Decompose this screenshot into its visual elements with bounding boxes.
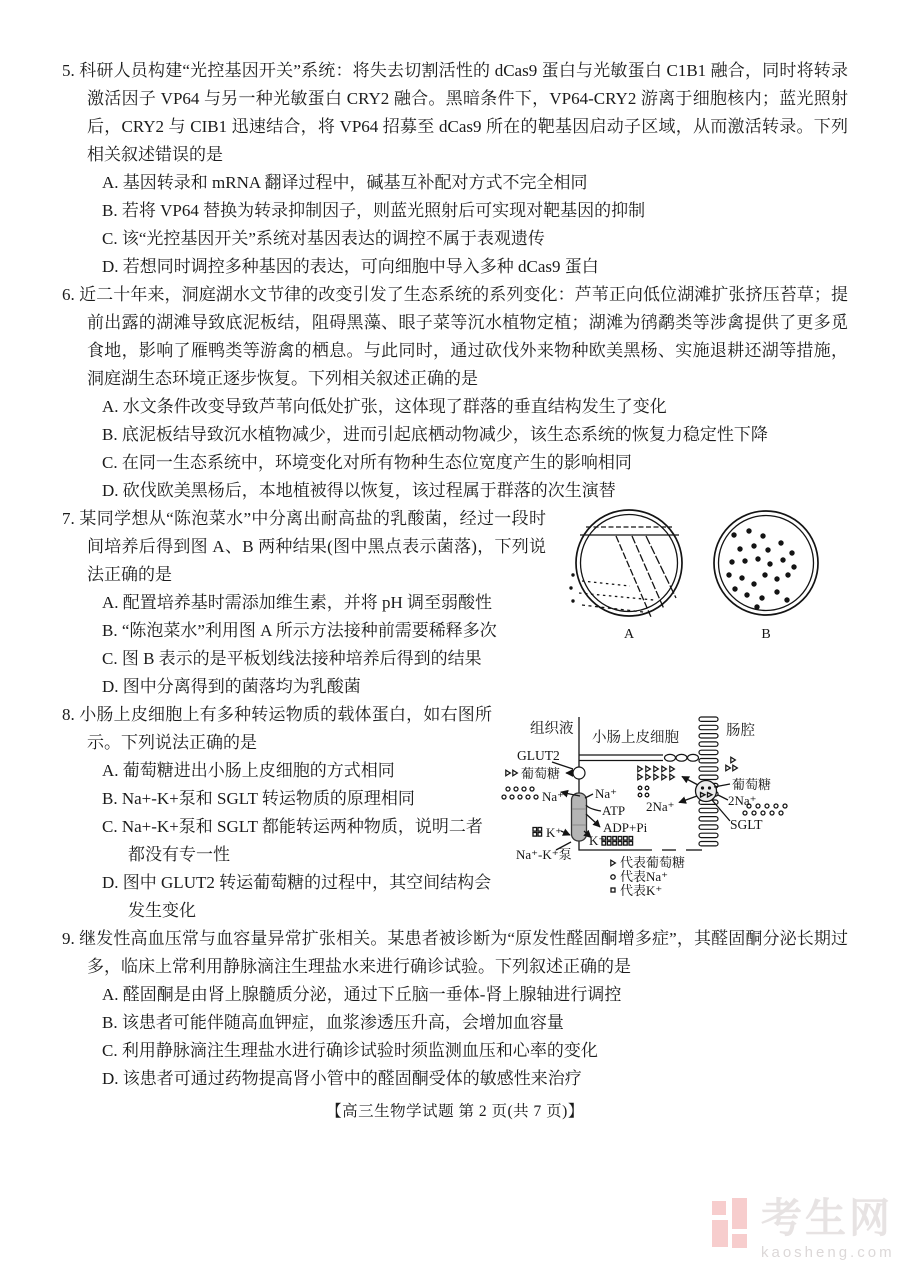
atp-label: ATP: [602, 803, 626, 818]
colony-dots: [726, 528, 796, 609]
page-footer: 【高三生物学试题 第 2 页(共 7 页)】: [326, 1103, 584, 1120]
kaosheng-watermark: [712, 1195, 895, 1261]
glucose-out-label: 葡萄糖: [521, 766, 561, 781]
question-9-option-d: D. 该患者可通过药物提高肾小管中的醛固酮受体的敏感性来治疗: [102, 1069, 582, 1088]
figure-legend: [611, 855, 685, 898]
question-6-option-b: B. 底泥板结导致沉水植物减少，进而引起底栖动物减少，该生态系统的恢复力稳定性下降: [102, 425, 768, 444]
question-number: 7.: [62, 509, 75, 528]
question-8-option-a: A. 葡萄糖进出小肠上皮细胞的方式相同: [102, 761, 395, 780]
na2-in-label: 2Na⁺: [646, 799, 675, 814]
cell-label: 小肠上皮细胞: [592, 730, 679, 746]
kaosheng-logo-text: [761, 1195, 895, 1261]
question-6-option-d: D. 砍伐欧美黑杨后，本地植被得以恢复，该过程属于群落的次生演替: [102, 481, 616, 500]
legend-na: 代表Na⁺: [620, 869, 669, 884]
question-9: [62, 925, 848, 1093]
exam-content: [62, 57, 848, 1121]
glut2-label: GLUT2: [517, 748, 560, 763]
question-5-option-a: A. 基因转录和 mRNA 翻译过程中，碱基互补配对方式不完全相同: [102, 173, 588, 192]
pump-label: Na⁺-K⁺泵: [516, 847, 572, 862]
question-8: [62, 701, 848, 925]
na2-out-label: 2Na⁺: [728, 793, 757, 808]
question-7-option-b: B. “陈泡菜水”利用图 A 所示方法接种前需要稀释多次: [102, 621, 497, 640]
question-8-option-c: C. Na+-K+泵和 SGLT 都能转运两种物质，说明二者都没有专一性: [102, 817, 483, 864]
question-7-option-c: C. 图 B 表示的是平板划线法接种培养后得到的结果: [102, 649, 482, 668]
petri-dish-b: [714, 511, 818, 642]
petri-dish-a: [569, 510, 682, 642]
question-9-stem: [62, 925, 848, 981]
sglt-label: SGLT: [730, 817, 763, 832]
intestine-transport-figure: [500, 703, 848, 905]
glucose-lumen-label: 葡萄糖: [732, 777, 772, 792]
question-5-stem: [62, 57, 848, 169]
question-6-option-c: C. 在同一生态系统中，环境变化对所有物种生态位宽度产生的影响相同: [102, 453, 632, 472]
question-6: [62, 281, 848, 505]
dish-b-label: B: [761, 627, 771, 642]
na-in-label: Na⁺: [595, 786, 618, 801]
question-6-option-a: A. 水文条件改变导致芦苇向低处扩张，这体现了群落的垂直结构发生了变化: [102, 397, 667, 416]
question-stem-text: 科研人员构建“光控基因开关”系统：将失去切割活性的 dCas9 蛋白与光敏蛋白 C1B1 融合，同时将转录激活因子 VP64 与另一种光敏蛋白 CRY2 融合。黑暗条件下，VP64-CRY2 游离于细胞核内；蓝光照射后，CRY2 与 CIB1 迅速结合，将 VP64 招募至 dCas9 所在的靶基因启动子区域，从而激活转录。下列相关叙述错误的是: [79, 61, 848, 164]
sodium-potassium-pump: [572, 793, 587, 841]
question-stem-text: 某同学想从“陈泡菜水”中分离出耐高盐的乳酸菌，经过一段时间培养后得到图 A、B 两种结果(图中黑点表示菌落)，下列说法正确的是: [79, 509, 547, 584]
question-number: 9.: [62, 929, 75, 948]
question-7-option-a: A. 配置培养基时需添加维生素，并将 pH 调至弱酸性: [102, 593, 493, 612]
question-7: [62, 505, 848, 701]
legend-k: 代表K⁺: [620, 883, 663, 898]
question-stem-text: 近二十年来，洞庭湖水文节律的改变引发了生态系统的系列变化：芦苇正向低位湖滩扩张挤压苔草；提前出露的湖滩导致底泥板结，阻碍黑藻、眼子菜等沉水植物定植；湖滩为鸻鹬类等涉禽提供了更多觅食地，影响了雁鸭类等游禽的栖息。与此同时，通过砍伐外来物种欧美黑杨、实施退耕还湖等措施，洞庭湖生态环境正逐步恢复。下列相关叙述正确的是: [79, 285, 849, 388]
watermark-site-name: 考生网: [761, 1195, 893, 1241]
dish-a-label: A: [623, 627, 635, 642]
na-out-label: Na⁺: [542, 789, 565, 804]
question-6-stem: [62, 281, 848, 393]
k-out-label: K⁺: [546, 825, 563, 840]
question-9-option-c: C. 利用静脉滴注生理盐水进行确诊试验时须监测血压和心率的变化: [102, 1041, 598, 1060]
question-5-option-d: D. 若想同时调控多种基因的表达，可向细胞中导入多种 dCas9 蛋白: [102, 257, 599, 276]
question-7-option-d: D. 图中分离得到的菌落均为乳酸菌: [102, 677, 361, 696]
question-8-option-d: D. 图中 GLUT2 转运葡萄糖的过程中，其空间结构会发生变化: [102, 873, 492, 920]
legend-glucose: 代表葡萄糖: [620, 855, 686, 870]
petri-dish-figure: [556, 505, 848, 645]
question-stem-text: 继发性高血压常与血容量异常扩张相关。某患者被诊断为“原发性醛固酮增多症”，其醛固酮分泌长期过多，临床上常利用静脉滴注生理盐水来进行确诊试验。下列叙述正确的是: [79, 929, 849, 976]
kaosheng-logo-icon: [712, 1198, 749, 1252]
question-8-option-b: B. Na+-K+泵和 SGLT 转运物质的原理相同: [102, 789, 415, 808]
lumen-label: 肠腔: [726, 723, 755, 739]
question-number: 8.: [62, 705, 75, 724]
adp-label: ADP+Pi: [603, 820, 648, 835]
tissue-fluid-label: 组织液: [530, 721, 574, 737]
figure-labels: [516, 719, 771, 862]
question-number: 5.: [62, 61, 75, 80]
question-9-option-a: A. 醛固酮是由肾上腺髓质分泌，通过下丘脑一垂体-肾上腺轴进行调控: [102, 985, 622, 1004]
k-in-label: K⁺: [589, 833, 606, 848]
watermark-site-domain: kaosheng.com: [761, 1244, 895, 1261]
question-5-option-b: B. 若将 VP64 替换为转录抑制因子，则蓝光照射后可实现对靶基因的抑制: [102, 201, 646, 220]
question-5-option-c: C. 该“光控基因开关”系统对基因表达的调控不属于表观遗传: [102, 229, 545, 248]
glut2-transporter: [573, 767, 585, 779]
question-5: [62, 57, 848, 281]
sglt-transporter: [696, 781, 717, 802]
question-9-option-b: B. 该患者可能伴随高血钾症，血浆渗透压升高，会增加血容量: [102, 1013, 564, 1032]
question-number: 6.: [62, 285, 75, 304]
question-stem-text: 小肠上皮细胞上有多种转运物质的载体蛋白，如右图所示。下列说法正确的是: [79, 705, 493, 752]
